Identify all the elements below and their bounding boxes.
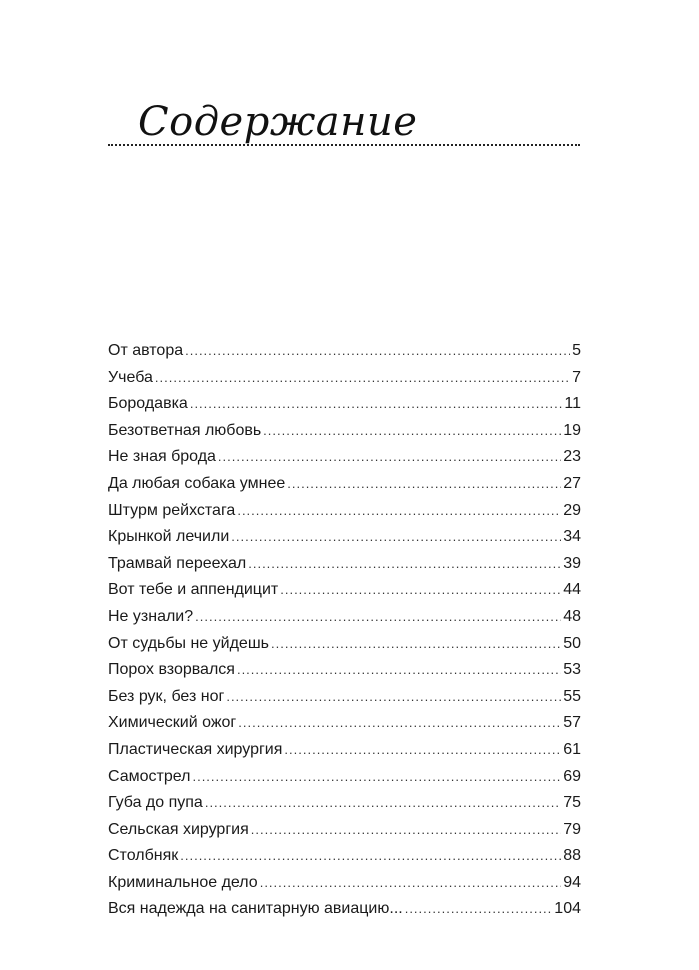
toc-dot-leader [280, 577, 561, 604]
toc-entry-title: Да любая собака умнее [108, 474, 286, 492]
toc-entry [108, 444, 581, 471]
toc-dot-leader [155, 365, 570, 392]
toc-entry [108, 391, 581, 418]
toc-entry-page-number: 79 [563, 820, 581, 838]
toc-entry [108, 471, 581, 498]
toc-entry-title: Пластическая хирургия [108, 740, 283, 758]
toc-entry-title: Порох взорвался [108, 661, 235, 679]
toc-dot-leader [237, 657, 561, 684]
toc-entry [108, 365, 581, 392]
toc-entry-page-number: 75 [563, 794, 581, 812]
toc-dot-leader [205, 790, 561, 817]
toc-entry-title: Вот тебе и аппендицит [108, 581, 279, 599]
toc-entry [108, 790, 581, 817]
toc-entry-title: От судьбы не уйдешь [108, 634, 269, 652]
toc-dot-leader [180, 843, 561, 870]
toc-entry-page-number: 19 [563, 421, 581, 439]
contents-header [108, 92, 580, 152]
toc-entry [108, 764, 581, 791]
toc-entry-page-number: 27 [563, 474, 581, 492]
toc-entry [108, 418, 581, 445]
toc-entry [108, 338, 581, 365]
toc-entry-page-number: 94 [563, 873, 581, 891]
toc-entry-title: Химический ожог [108, 714, 237, 732]
toc-entry [108, 843, 581, 870]
toc-entry-title: Самострел [108, 767, 191, 785]
toc-entry-page-number: 61 [563, 740, 581, 758]
table-of-contents [108, 338, 581, 923]
toc-entry-page-number: 39 [563, 554, 581, 572]
toc-entry-page-number: 50 [563, 634, 581, 652]
toc-dot-leader [195, 604, 561, 631]
toc-entry [108, 551, 581, 578]
toc-entry-page-number: 69 [563, 767, 581, 785]
toc-entry-title: Сельская хирургия [108, 820, 249, 838]
toc-entry-page-number: 5 [572, 342, 581, 359]
toc-entry-title: Вся надежда на санитарную авиацию... [108, 900, 403, 918]
toc-entry-title: Криминальное дело [108, 873, 258, 891]
toc-dot-leader [284, 737, 561, 764]
toc-dot-leader [238, 710, 561, 737]
toc-dot-leader [248, 551, 561, 578]
toc-entry-page-number: 104 [554, 900, 581, 918]
toc-dot-leader [260, 870, 562, 897]
toc-entry-title: Не зная брода [108, 448, 216, 466]
toc-entry-page-number: 44 [563, 581, 581, 599]
toc-dot-leader [226, 684, 561, 711]
toc-entry-title: Трамвай переехал [108, 554, 247, 572]
toc-entry-title: Без рук, без ног [108, 687, 225, 705]
toc-entry [108, 524, 581, 551]
toc-entry-title: Безответная любовь [108, 421, 262, 439]
toc-entry [108, 737, 581, 764]
toc-entry-page-number: 29 [563, 501, 581, 519]
toc-dot-leader [287, 471, 561, 498]
toc-entry-page-number: 57 [563, 714, 581, 732]
toc-dot-leader [192, 764, 561, 791]
toc-dot-leader [218, 444, 561, 471]
toc-entry [108, 684, 581, 711]
toc-entry-page-number: 7 [572, 368, 581, 386]
toc-entry-page-number: 11 [564, 395, 581, 413]
toc-dot-leader [271, 631, 561, 658]
toc-entry [108, 604, 581, 631]
toc-entry-page-number: 88 [563, 847, 581, 865]
toc-entry-title: Бородавка [108, 395, 188, 413]
toc-dot-leader [237, 498, 561, 525]
toc-entry-title: Губа до пупа [108, 794, 203, 812]
toc-entry [108, 710, 581, 737]
toc-dot-leader [231, 524, 561, 551]
toc-entry [108, 498, 581, 525]
toc-entry-title: От автора [108, 342, 184, 359]
toc-dot-leader [190, 391, 563, 418]
toc-entry [108, 631, 581, 658]
toc-dot-leader [251, 817, 561, 844]
toc-dot-leader [405, 896, 553, 923]
toc-dot-leader [263, 418, 561, 445]
page-title: Содержание [138, 99, 418, 145]
toc-entry [108, 896, 581, 923]
toc-entry-page-number: 53 [563, 661, 581, 679]
toc-entry-page-number: 48 [563, 607, 581, 625]
toc-entry-title: Учеба [108, 368, 153, 386]
toc-dot-leader [185, 338, 570, 365]
toc-entry [108, 577, 581, 604]
toc-entry-title: Штурм рейхстага [108, 501, 236, 519]
toc-entry-page-number: 55 [563, 687, 581, 705]
dotted-rule [108, 144, 580, 146]
toc-entry-page-number: 23 [563, 448, 581, 466]
toc-entry-page-number: 34 [563, 528, 581, 546]
toc-entry-title: Крынкой лечили [108, 528, 230, 546]
toc-entry [108, 817, 581, 844]
toc-entry-title: Не узнали? [108, 607, 194, 625]
toc-entry [108, 870, 581, 897]
toc-entry [108, 657, 581, 684]
toc-entry-title: Столбняк [108, 847, 179, 865]
